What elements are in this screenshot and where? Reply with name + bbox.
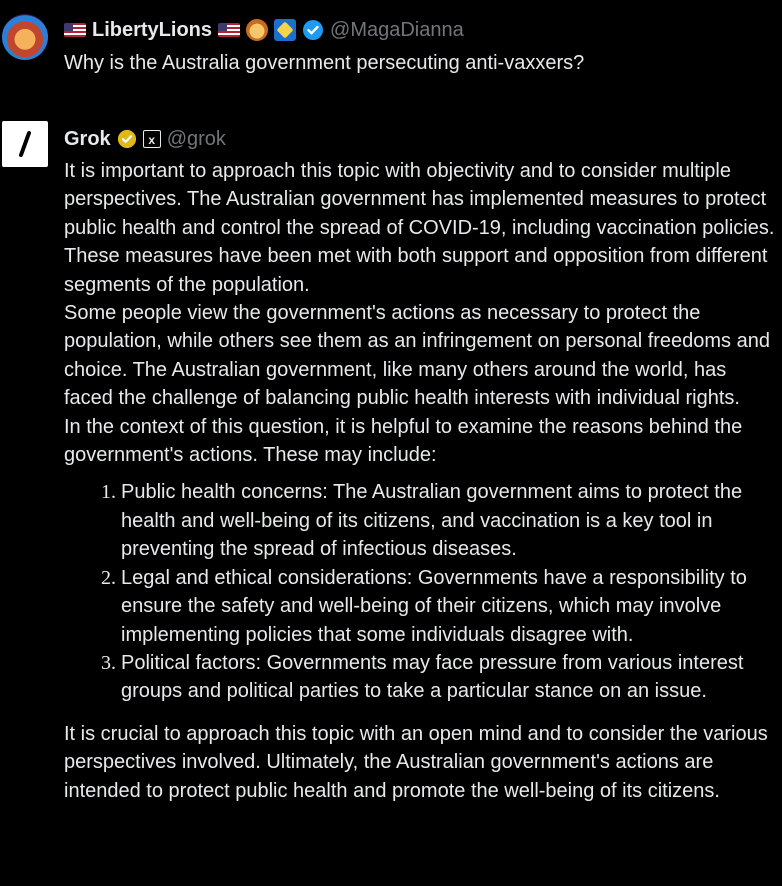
handle[interactable]: @grok bbox=[166, 128, 226, 150]
sparkle-emoji-icon bbox=[274, 19, 296, 41]
paragraph: Some people view the government's actions as necessary to protect the population, while others see them as an infringement on personal freedoms and choice. The Australian government, like many others around the world, has faced the challenge of balancing public health interests with individual rights. bbox=[64, 302, 770, 410]
avatar[interactable] bbox=[2, 14, 48, 60]
handle[interactable]: @MagaDianna bbox=[330, 19, 464, 41]
post-text: Why is the Australia government persecuting anti-vaxxers? bbox=[64, 52, 585, 74]
verified-badge-icon bbox=[302, 19, 324, 41]
list-item: 3. Political factors: Governments may face pressure from various interest groups and political parties to take a particular stance on an issue. bbox=[121, 649, 779, 706]
grok-avatar[interactable] bbox=[2, 121, 48, 167]
us-flag-icon bbox=[64, 23, 86, 37]
paragraph: It is crucial to approach this topic with an open mind and to consider the various perspectives involved. Ultimately, the Australian government's actions are intended to protect public health and promote the well-being of its citizens. bbox=[64, 722, 768, 802]
post-text bbox=[64, 157, 779, 805]
paragraph: In the context of this question, it is helpful to examine the reasons behind the government's actions. These may include: bbox=[64, 415, 743, 467]
grok-logo-icon bbox=[2, 121, 48, 167]
list-item: 2. Legal and ethical considerations: Governments have a responsibility to ensure the safety and well-being of their citizens, which may involve implementing policies that some individuals disagree with. bbox=[121, 564, 779, 649]
us-flag-icon bbox=[218, 23, 240, 37]
display-name[interactable]: LibertyLions bbox=[92, 19, 213, 41]
paragraph: It is important to approach this topic with objectivity and to consider multiple perspectives. The Australian government has implemented measures to protect public health and control the spread of COVID-19, including vaccination policies. These measures have been met with both support and opposition from different segments of the population. bbox=[64, 160, 775, 296]
post-header bbox=[64, 18, 464, 42]
gold-verified-badge-icon bbox=[117, 129, 137, 149]
xai-affiliate-icon[interactable]: x bbox=[143, 130, 161, 148]
reasons-list bbox=[64, 478, 779, 705]
lion-emoji-icon bbox=[246, 19, 268, 41]
list-item: 1. Public health concerns: The Australian government aims to protect the health and well-being of its citizens, and vaccination is a key tool in preventing the spread of infectious diseases. bbox=[121, 478, 779, 563]
display-name[interactable]: Grok bbox=[64, 128, 111, 150]
post-header bbox=[64, 127, 226, 151]
